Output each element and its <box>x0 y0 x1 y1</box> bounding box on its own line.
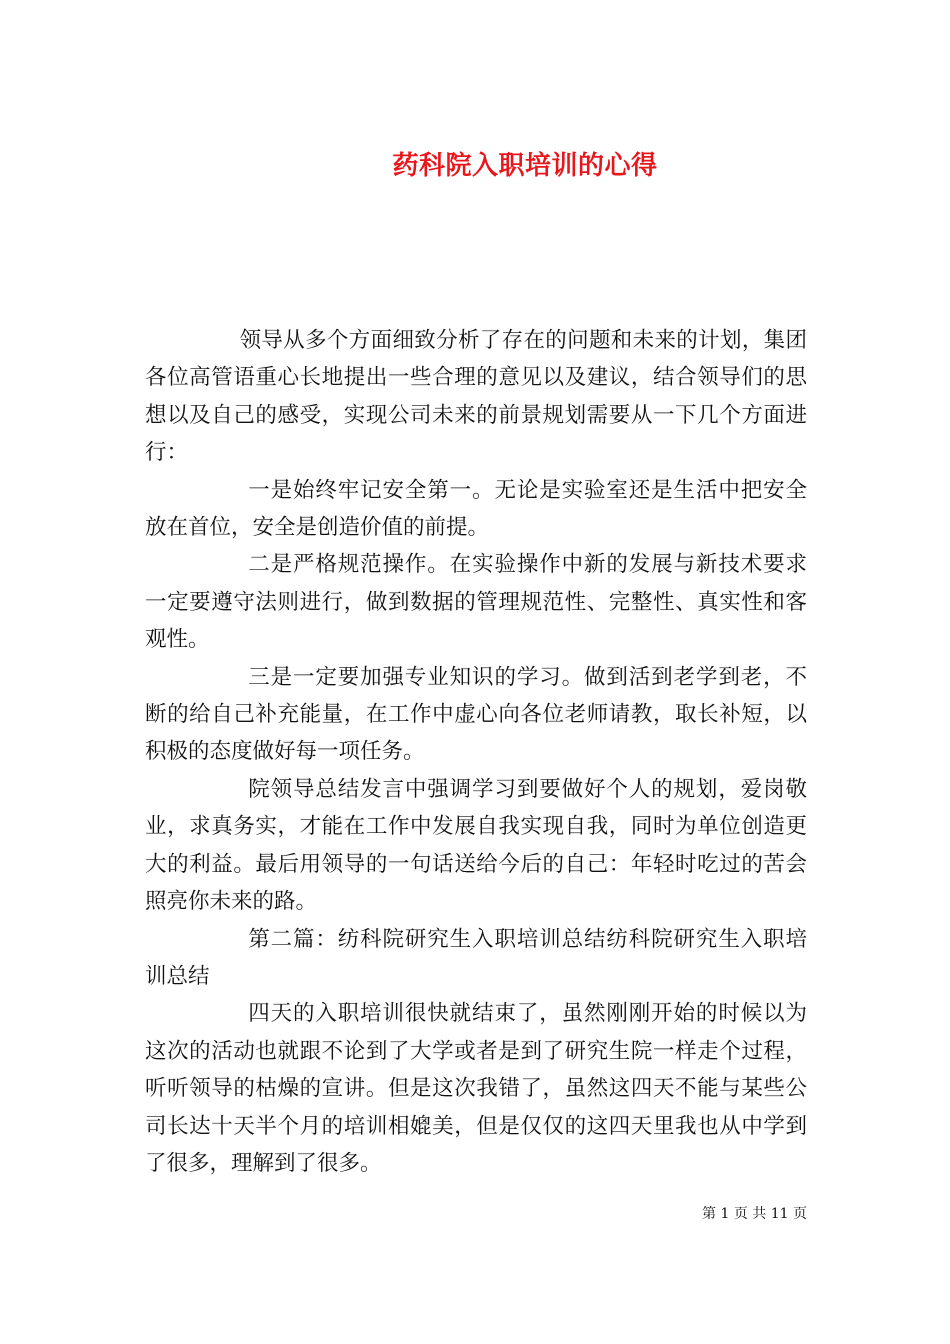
page-title: 药科院入职培训的心得 <box>392 151 658 182</box>
document-body <box>145 322 807 1182</box>
paragraph: 院领导总结发言中强调学习到要做好个人的规划，爱岗敬业，求真务实，才能在工作中发展自我实现自我，同时为单位创造更大的利益。最后用领导的一句话送给今后的自己：年轻时吃过的苦会照亮你未来的路。 <box>145 776 807 915</box>
paragraph: 三是一定要加强专业知识的学习。做到活到老学到老，不断的给自己补充能量，在工作中虚心向各位老师请教，取长补短，以积极的态度做好每一项任务。 <box>145 664 807 765</box>
paragraph: 一是始终牢记安全第一。无论是实验室还是生活中把安全放在首位，安全是创造价值的前提。 <box>145 477 807 541</box>
paragraph: 领导从多个方面细致分析了存在的问题和未来的计划，集团各位高管语重心长地提出一些合理的意见以及建议，结合领导们的思想以及自己的感受，实现公司未来的前景规划需要从一下几个方面进行： <box>145 328 807 466</box>
paragraph: 二是严格规范操作。在实验操作中新的发展与新技术要求一定要遵守法则进行，做到数据的管理规范性、完整性、真实性和客观性。 <box>145 552 807 653</box>
paragraph: 四天的入职培训很快就结束了，虽然刚刚开始的时候以为这次的活动也就跟不论到了大学或者是到了研究生院一样走个过程，听听领导的枯燥的宣讲。但是这次我错了，虽然这四天不能与某些公司长达十天半个月的培训相媲美，但是仅仅的这四天里我也从中学到了很多，理解到了很多。 <box>145 1001 807 1176</box>
paragraph: 第二篇：纺科院研究生入职培训总结纺科院研究生入职培训总结 <box>145 926 807 989</box>
page-number: 第 1 页 共 11 页 <box>702 1206 807 1222</box>
